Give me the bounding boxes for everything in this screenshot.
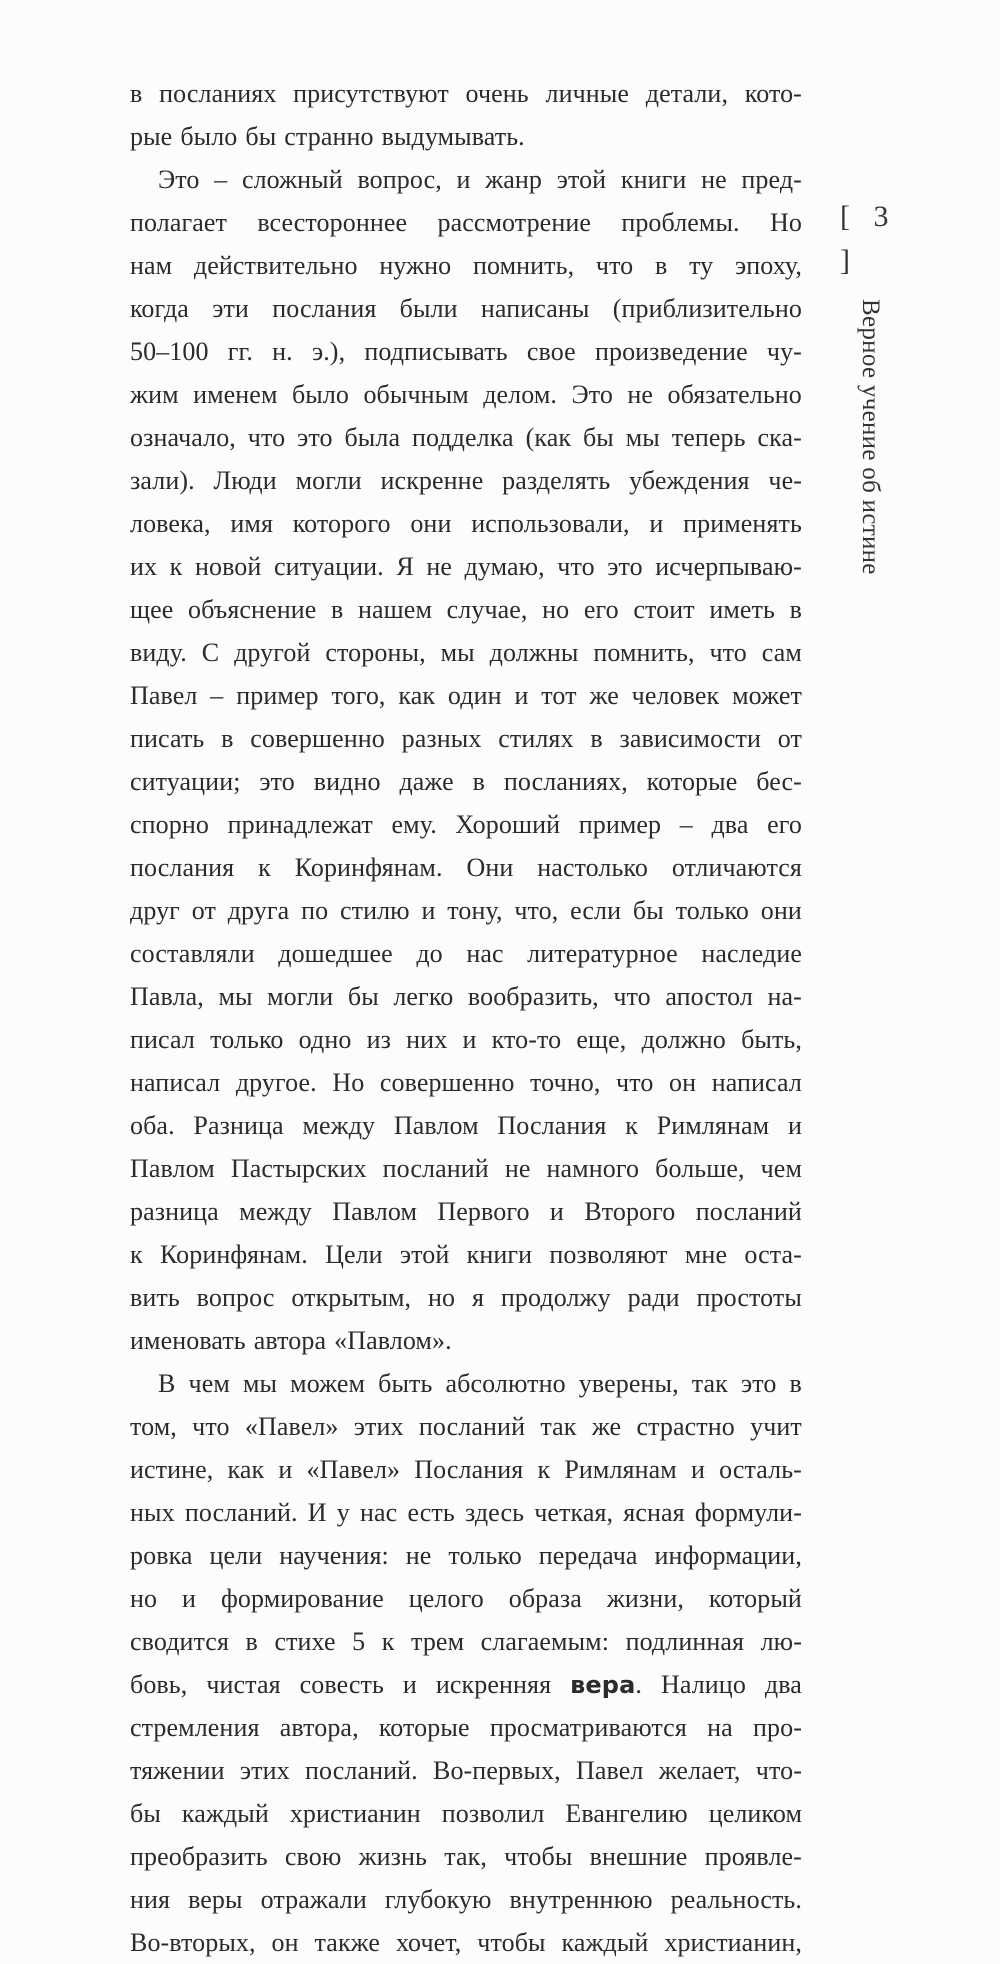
text-line: жим именем было обычным делом. Это не обязательно <box>130 380 802 409</box>
text-line: рые было бы странно выдумывать. <box>130 122 525 151</box>
chapter-title: Верное учение об истине <box>857 299 884 575</box>
text-line: истине, как и «Павел» Послания к Римлянам и осталь- <box>130 1455 802 1484</box>
text-line: Во-вторых, он также хочет, чтобы каждый христианин, <box>130 1928 802 1957</box>
text-line: оба. Разница между Павлом Послания к Римлянам и <box>130 1111 802 1140</box>
text-line: писал только одно из них и кто-то еще, должно быть, <box>130 1025 802 1054</box>
text-line: вить вопрос открытым, но я продолжу ради простоты <box>130 1283 802 1312</box>
text-line: но и формирование целого образа жизни, который <box>130 1584 802 1613</box>
text-line: нам действительно нужно помнить, что в ту эпоху, <box>130 251 802 280</box>
text-line: Павел – пример того, как один и тот же человек может <box>130 681 802 710</box>
text-line: преобразить свою жизнь так, чтобы внешние проявле- <box>130 1842 802 1871</box>
text-line: бовь, чистая совесть и искренняя вера. Налицо два <box>130 1670 802 1699</box>
text-line: послания к Коринфянам. Они настолько отличаются <box>130 853 802 882</box>
text-line: виду. С другой стороны, мы должны помнить, что сам <box>130 638 802 667</box>
text-line: зали). Люди могли искренне разделять убеждения че- <box>130 466 802 495</box>
text-line: разница между Павлом Первого и Второго посланий <box>130 1197 802 1226</box>
text-line: щее объяснение в нашем случае, но его стоит иметь в <box>130 595 802 624</box>
text-line: том, что «Павел» этих посланий так же страстно учит <box>130 1412 802 1441</box>
running-head <box>840 195 900 575</box>
text-line: полагает всестороннее рассмотрение проблемы. Но <box>130 208 802 237</box>
text-line: ситуации; это видно даже в посланиях, которые бес- <box>130 767 802 796</box>
text-line: стремления автора, которые просматриваются на про- <box>130 1713 802 1742</box>
chapter-number: [ 3 ] <box>840 200 897 277</box>
text-line: сводится в стихе 5 к трем слагаемым: подлинная лю- <box>130 1627 802 1656</box>
text-line: именовать автора «Павлом». <box>130 1326 452 1355</box>
text-line: тяжении этих посланий. Во-первых, Павел желает, что- <box>130 1756 802 1785</box>
text-line: написал другое. Но совершенно точно, что он написал <box>130 1068 802 1097</box>
text-line: писать в совершенно разных стилях в зависимости от <box>130 724 802 753</box>
text-line: их к новой ситуации. Я не думаю, что это исчерпываю- <box>130 552 802 581</box>
text-line: ных посланий. И у нас есть здесь четкая, ясная формули- <box>130 1498 802 1527</box>
emphasized-term: вера <box>570 1671 636 1699</box>
text-line: составляли дошедшее до нас литературное наследие <box>130 939 802 968</box>
text-line: спорно принадлежат ему. Хороший пример – два его <box>130 810 802 839</box>
text-line: ния веры отражали глубокую внутреннюю реальность. <box>130 1885 802 1914</box>
text-line: 50–100 гг. н. э.), подписывать свое произведение чу- <box>130 337 802 366</box>
text-line: ровка цели научения: не только передача информации, <box>130 1541 802 1570</box>
text-line: ловека, имя которого они использовали, и применять <box>130 509 802 538</box>
text-line: Павла, мы могли бы легко вообразить, что апостол на- <box>130 982 802 1011</box>
text-line: в посланиях присутствуют очень личные детали, кото- <box>130 79 802 108</box>
text-line: Это – сложный вопрос, и жанр этой книги не пред- <box>158 165 802 194</box>
text-line: к Коринфянам. Цели этой книги позволяют мне оста- <box>130 1240 802 1269</box>
text-line: когда эти послания были написаны (приблизительно <box>130 294 802 323</box>
text-line: В чем мы можем быть абсолютно уверены, так это в <box>158 1369 802 1398</box>
text-line: друг от друга по стилю и тону, что, если бы только они <box>130 896 802 925</box>
text-line: бы каждый христианин позволил Евангелию целиком <box>130 1799 802 1828</box>
text-line: означало, что это была подделка (как бы мы теперь ска- <box>130 423 802 452</box>
text-line: Павлом Пастырских посланий не намного больше, чем <box>130 1154 802 1183</box>
body-text <box>130 72 802 1964</box>
